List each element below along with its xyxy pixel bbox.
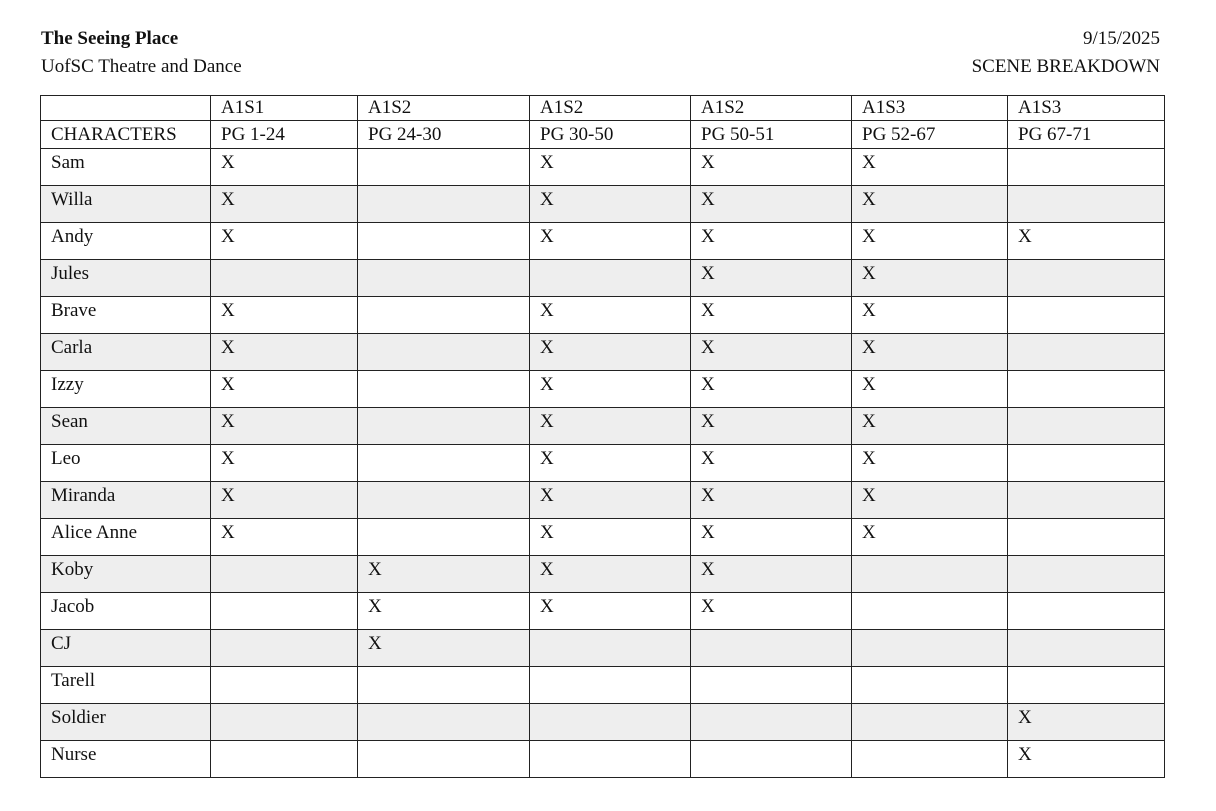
page-range-cell: PG 52-67 xyxy=(852,121,1008,149)
table-row xyxy=(41,741,1165,778)
character-name-cell: CJ xyxy=(41,630,211,667)
scene-presence-cell xyxy=(691,704,852,741)
table-row xyxy=(41,593,1165,630)
characters-header: CHARACTERS xyxy=(41,121,211,149)
scene-presence-cell xyxy=(1008,630,1165,667)
character-name-cell: Willa xyxy=(41,186,211,223)
table-row xyxy=(41,704,1165,741)
scene-presence-cell: X xyxy=(530,445,691,482)
scene-presence-cell: X xyxy=(530,334,691,371)
scene-presence-cell xyxy=(1008,149,1165,186)
scene-presence-cell: X xyxy=(211,186,358,223)
scene-presence-cell: X xyxy=(852,334,1008,371)
scene-presence-cell xyxy=(1008,260,1165,297)
scene-presence-cell: X xyxy=(691,556,852,593)
page-range-cell: PG 50-51 xyxy=(691,121,852,149)
scene-presence-cell: X xyxy=(691,593,852,630)
character-name-cell: Tarell xyxy=(41,667,211,704)
scene-presence-cell xyxy=(358,519,530,556)
scene-presence-cell xyxy=(1008,445,1165,482)
scene-presence-cell: X xyxy=(1008,741,1165,778)
table-row xyxy=(41,334,1165,371)
character-name-cell: Jules xyxy=(41,260,211,297)
scene-header-cell: A1S2 xyxy=(530,96,691,121)
scene-header-cell: A1S3 xyxy=(1008,96,1165,121)
scene-presence-cell xyxy=(530,260,691,297)
scene-presence-cell xyxy=(211,630,358,667)
scene-presence-cell: X xyxy=(211,223,358,260)
scene-presence-cell xyxy=(211,593,358,630)
scene-presence-cell: X xyxy=(211,297,358,334)
scene-presence-cell: X xyxy=(691,445,852,482)
character-name-cell: Izzy xyxy=(41,371,211,408)
table-row xyxy=(41,223,1165,260)
scene-header-cell: A1S1 xyxy=(211,96,358,121)
character-name-cell: Koby xyxy=(41,556,211,593)
table-row xyxy=(41,519,1165,556)
scene-presence-cell xyxy=(358,445,530,482)
scene-presence-cell: X xyxy=(211,408,358,445)
scene-presence-cell: X xyxy=(852,186,1008,223)
scene-presence-cell xyxy=(1008,334,1165,371)
scene-presence-cell xyxy=(1008,186,1165,223)
scene-presence-cell xyxy=(211,741,358,778)
character-name-cell: Carla xyxy=(41,334,211,371)
corner-cell xyxy=(41,96,211,121)
scene-presence-cell xyxy=(211,556,358,593)
scene-presence-cell xyxy=(852,593,1008,630)
document-title: The Seeing Place xyxy=(41,28,179,49)
scene-presence-cell xyxy=(852,630,1008,667)
table-row xyxy=(41,482,1165,519)
scene-presence-cell xyxy=(358,667,530,704)
scene-presence-cell: X xyxy=(211,371,358,408)
scene-presence-cell xyxy=(358,334,530,371)
scene-presence-cell xyxy=(1008,408,1165,445)
scene-presence-cell xyxy=(691,667,852,704)
table-row xyxy=(41,556,1165,593)
page-range-cell: PG 1-24 xyxy=(211,121,358,149)
character-name-cell: Brave xyxy=(41,297,211,334)
scene-presence-cell: X xyxy=(852,408,1008,445)
scene-presence-cell: X xyxy=(211,149,358,186)
scene-presence-cell xyxy=(530,630,691,667)
character-name-cell: Sean xyxy=(41,408,211,445)
scene-breakdown-table xyxy=(40,95,1165,778)
scene-presence-cell: X xyxy=(691,482,852,519)
scene-header-row xyxy=(41,96,1165,121)
scene-presence-cell: X xyxy=(358,556,530,593)
scene-presence-cell: X xyxy=(852,260,1008,297)
scene-presence-cell xyxy=(852,704,1008,741)
scene-presence-cell xyxy=(358,704,530,741)
scene-presence-cell: X xyxy=(691,408,852,445)
scene-presence-cell xyxy=(211,704,358,741)
scene-presence-cell: X xyxy=(211,334,358,371)
scene-presence-cell xyxy=(530,741,691,778)
scene-header-cell: A1S3 xyxy=(852,96,1008,121)
scene-presence-cell: X xyxy=(211,482,358,519)
document-date: 9/15/2025 xyxy=(1082,28,1160,49)
scene-presence-cell: X xyxy=(530,482,691,519)
scene-presence-cell: X xyxy=(691,260,852,297)
scene-presence-cell: X xyxy=(211,445,358,482)
scene-presence-cell xyxy=(1008,371,1165,408)
scene-presence-cell xyxy=(852,556,1008,593)
scene-presence-cell xyxy=(211,667,358,704)
scene-presence-cell: X xyxy=(852,223,1008,260)
scene-presence-cell xyxy=(358,223,530,260)
scene-presence-cell: X xyxy=(530,186,691,223)
scene-presence-cell: X xyxy=(530,556,691,593)
page-range-cell: PG 67-71 xyxy=(1008,121,1165,149)
scene-presence-cell xyxy=(1008,519,1165,556)
table-row xyxy=(41,260,1165,297)
scene-presence-cell: X xyxy=(530,371,691,408)
table-row xyxy=(41,186,1165,223)
character-name-cell: Leo xyxy=(41,445,211,482)
scene-presence-cell: X xyxy=(358,593,530,630)
scene-presence-cell: X xyxy=(530,149,691,186)
character-name-cell: Jacob xyxy=(41,593,211,630)
scene-presence-cell: X xyxy=(530,223,691,260)
scene-presence-cell: X xyxy=(1008,223,1165,260)
scene-presence-cell xyxy=(358,482,530,519)
scene-presence-cell xyxy=(852,667,1008,704)
scene-presence-cell xyxy=(1008,667,1165,704)
table-row xyxy=(41,667,1165,704)
scene-presence-cell: X xyxy=(691,297,852,334)
scene-presence-cell: X xyxy=(358,630,530,667)
scene-presence-cell: X xyxy=(691,519,852,556)
table-row xyxy=(41,630,1165,667)
scene-presence-cell: X xyxy=(852,149,1008,186)
scene-presence-cell xyxy=(358,408,530,445)
scene-presence-cell: X xyxy=(1008,704,1165,741)
scene-presence-cell xyxy=(358,260,530,297)
scene-presence-cell: X xyxy=(852,371,1008,408)
scene-presence-cell: X xyxy=(852,482,1008,519)
table-row xyxy=(41,149,1165,186)
scene-header-cell: A1S2 xyxy=(691,96,852,121)
scene-presence-cell: X xyxy=(530,593,691,630)
scene-presence-cell xyxy=(358,741,530,778)
scene-presence-cell xyxy=(530,667,691,704)
scene-presence-cell xyxy=(852,741,1008,778)
scene-presence-cell xyxy=(211,260,358,297)
scene-presence-cell xyxy=(1008,556,1165,593)
scene-presence-cell xyxy=(1008,482,1165,519)
character-name-cell: Andy xyxy=(41,223,211,260)
scene-presence-cell: X xyxy=(211,519,358,556)
scene-presence-cell: X xyxy=(691,186,852,223)
scene-presence-cell xyxy=(1008,593,1165,630)
scene-presence-cell: X xyxy=(691,149,852,186)
scene-presence-cell: X xyxy=(530,408,691,445)
scene-presence-cell xyxy=(358,149,530,186)
organization-name: UofSC Theatre and Dance xyxy=(41,56,242,77)
scene-presence-cell xyxy=(1008,297,1165,334)
page-range-cell: PG 24-30 xyxy=(358,121,530,149)
scene-header-cell: A1S2 xyxy=(358,96,530,121)
scene-presence-cell: X xyxy=(852,297,1008,334)
scene-presence-cell xyxy=(691,741,852,778)
scene-presence-cell: X xyxy=(852,519,1008,556)
page-range-cell: PG 30-50 xyxy=(530,121,691,149)
scene-presence-cell: X xyxy=(691,223,852,260)
table-row xyxy=(41,408,1165,445)
character-name-cell: Miranda xyxy=(41,482,211,519)
document-type: SCENE BREAKDOWN xyxy=(971,56,1160,77)
scene-presence-cell xyxy=(358,371,530,408)
scene-presence-cell: X xyxy=(691,371,852,408)
scene-presence-cell: X xyxy=(530,519,691,556)
scene-presence-cell: X xyxy=(691,334,852,371)
character-name-cell: Nurse xyxy=(41,741,211,778)
page-range-header-row xyxy=(41,121,1165,149)
character-name-cell: Alice Anne xyxy=(41,519,211,556)
scene-presence-cell xyxy=(358,297,530,334)
table-row xyxy=(41,297,1165,334)
scene-presence-cell xyxy=(530,704,691,741)
scene-presence-cell: X xyxy=(852,445,1008,482)
scene-presence-cell xyxy=(691,630,852,667)
table-row xyxy=(41,445,1165,482)
scene-presence-cell: X xyxy=(530,297,691,334)
scene-presence-cell xyxy=(358,186,530,223)
character-name-cell: Sam xyxy=(41,149,211,186)
character-name-cell: Soldier xyxy=(41,704,211,741)
table-row xyxy=(41,371,1165,408)
